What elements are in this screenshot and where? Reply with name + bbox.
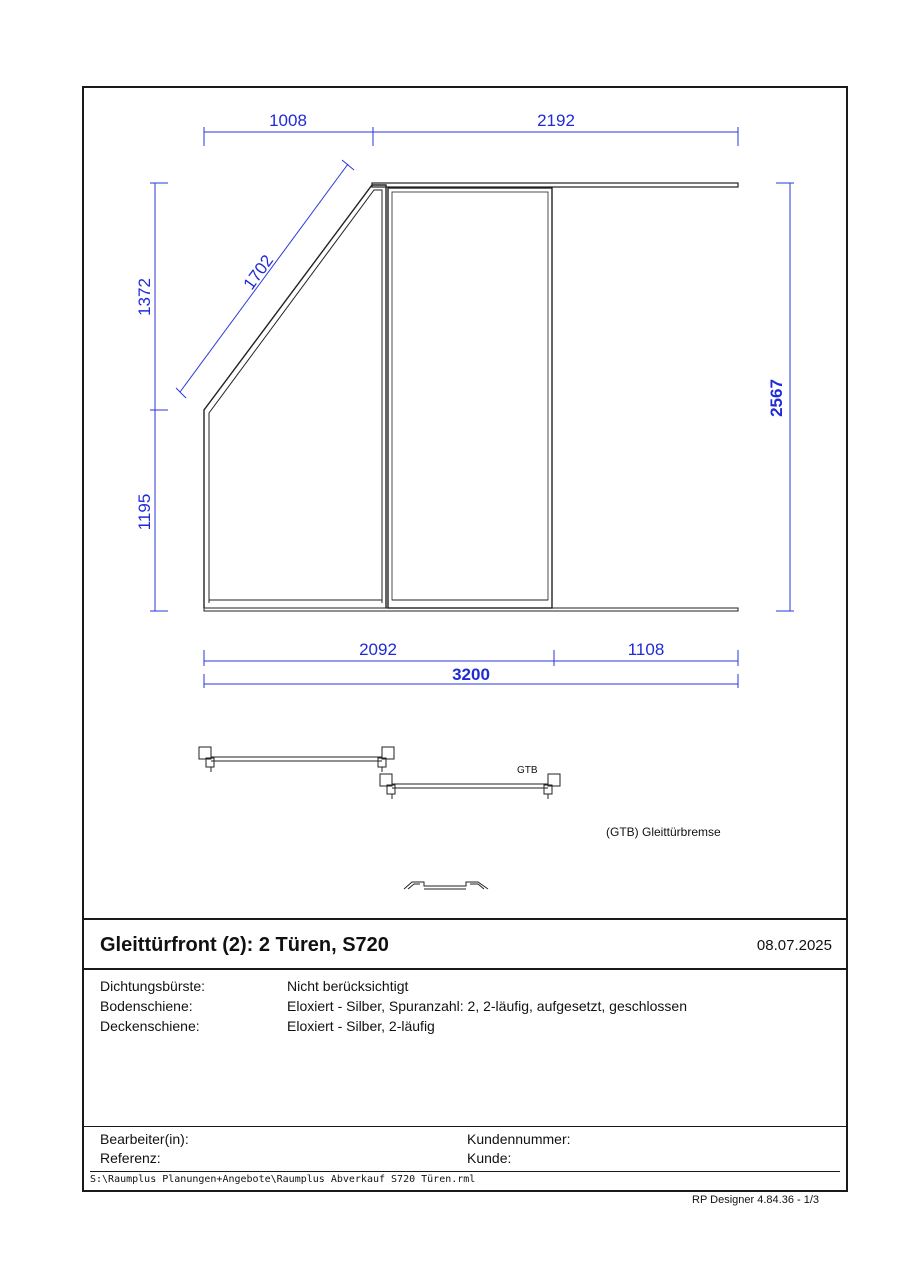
footer [84, 1126, 846, 1193]
dim-left-upper: 1372 [135, 278, 154, 316]
spec-label: Dichtungsbürste: [100, 978, 206, 994]
customer-number-label: Kundennummer: [467, 1131, 571, 1147]
gtb-legend: (GTB) Gleittürbremse [606, 825, 721, 839]
reference-label: Referenz: [100, 1150, 161, 1166]
dim-total-width: 3200 [452, 665, 490, 684]
spec-value: Eloxiert - Silber, Spuranzahl: 2, 2-läufig, aufgesetzt, geschlossen [287, 998, 687, 1014]
spec-label: Bodenschiene: [100, 998, 193, 1014]
spec-value: Nicht berücksichtigt [287, 978, 409, 994]
dim-top-right: 2192 [537, 111, 575, 130]
editor-label: Bearbeiter(in): [100, 1131, 189, 1147]
page-title: Gleittürfront (2): 2 Türen, S720 [100, 934, 389, 956]
spec-row [100, 996, 687, 1016]
title-bar [84, 918, 846, 970]
page-frame [82, 86, 848, 1192]
spec-row [100, 1016, 687, 1036]
spec-label: Deckenschiene: [100, 1018, 200, 1034]
designer-version: RP Designer 4.84.36 - 1/3 [692, 1194, 819, 1206]
file-path: S:\Raumplus Planungen+Angebote\Raumplus Abverkauf S720 Türen.rml [90, 1171, 840, 1185]
dim-top-left: 1008 [269, 111, 307, 130]
dim-bottom-left: 2092 [359, 640, 397, 659]
dim-diagonal: 1702 [239, 251, 278, 294]
gtb-marker: GTB [517, 765, 538, 776]
customer-label: Kunde: [467, 1150, 512, 1166]
dim-left-lower: 1195 [135, 493, 154, 531]
spec-row [100, 976, 687, 996]
spec-value: Eloxiert - Silber, 2-läufig [287, 1018, 435, 1034]
dim-right-height: 2567 [767, 379, 786, 417]
dim-bottom-right: 1108 [627, 640, 665, 659]
title-date: 08.07.2025 [756, 937, 832, 954]
spec-list [100, 976, 687, 1036]
